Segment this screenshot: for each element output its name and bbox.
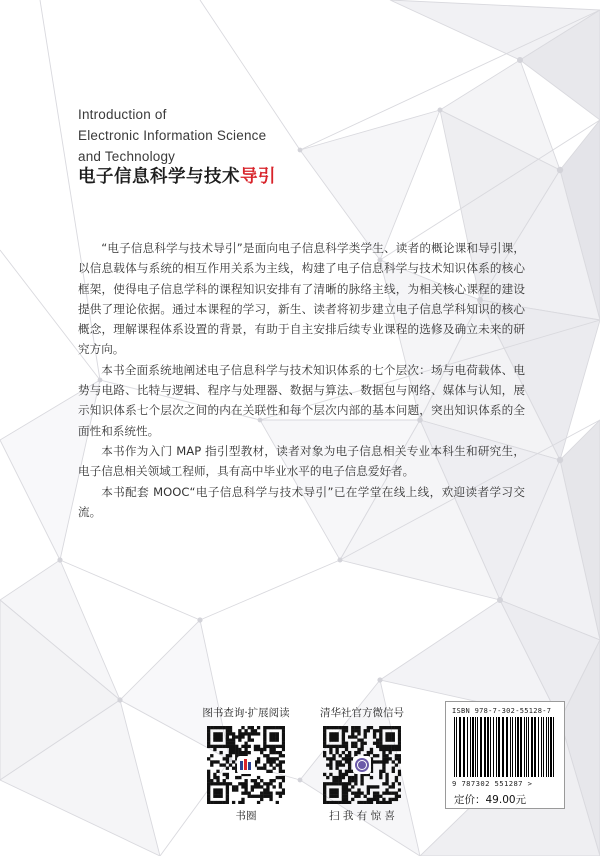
english-title [78,104,266,167]
english-title-line-1: Introduction of [78,107,167,122]
qr-code-wechat[interactable] [323,726,401,804]
description-paragraph-2: 本书全面系统地阐述电子信息科学与技术知识体系的七个层次：场与电荷载体、电势与电路、比特与逻辑、程序与处理器、数据与算法、数据包与网络、媒体与认知，展示知识体系七个层次之间的内在关联性和每个层次内部的基本问题，突出知识体系的全面性和系统性。 [78,362,525,438]
isbn-barcode-panel [445,701,565,809]
qr-label-book-circle: 书圈 [235,810,257,822]
description-paragraph-4: 本书配套 MOOC“电子信息科学与技术导引”已在学堂在线上线，欢迎读者学习交流。 [78,484,525,519]
price-label: 定价：49.00元 [454,794,527,806]
publisher-seal-icon [353,756,371,774]
qr-caption-wechat: 清华社官方微信号 [320,707,404,719]
chinese-title-main: 电子信息科学与技术 [78,167,240,187]
english-title-line-3: and Technology [78,149,176,164]
chinese-title [78,163,276,188]
chinese-title-accent: 导引 [240,167,276,187]
isbn-text: ISBN 978-7-302-55128-7 [452,707,552,715]
qr-label-scan-me: 扫 我 有 惊 喜 [329,810,395,822]
english-title-line-2: Electronic Information Science [78,128,267,143]
barcode-digits: 9 787302 551287 > [452,779,533,788]
qr-code-book-search[interactable] [207,726,285,804]
description-paragraph-3: 本书作为入门 MAP 指引型教材，读者对象为电子信息相关专业本科生和研究生，电子信息相关领域工程师，具有高中毕业水平的电子信息爱好者。 [78,443,525,479]
description-paragraph-1: “电子信息科学与技术导引”是面向电子信息科学类学生、读者的概论课和导引课，以信息载体与系统的相互作用关系为主线，构建了电子信息科学与技术知识体系的核心框架，使得电子信息学科的课程知识安排有了清晰的脉络主线，为相关核心课程的建设提供了理论依据。通过本课程的学习，新生、读者将初步建立电子信息学科知识的核心概念，理解课程体系设置的背景，有助于自主安排后续专业课程的选修及确立未来的研究方向。 [78,241,525,357]
barcode-icon [454,717,556,777]
qr-block-book-search [200,705,292,823]
qr-caption-book-search: 图书查询·扩展阅读 [202,707,290,719]
qr-block-wechat [312,705,412,823]
book-description [78,238,525,522]
book-circle-logo-icon [237,756,255,774]
